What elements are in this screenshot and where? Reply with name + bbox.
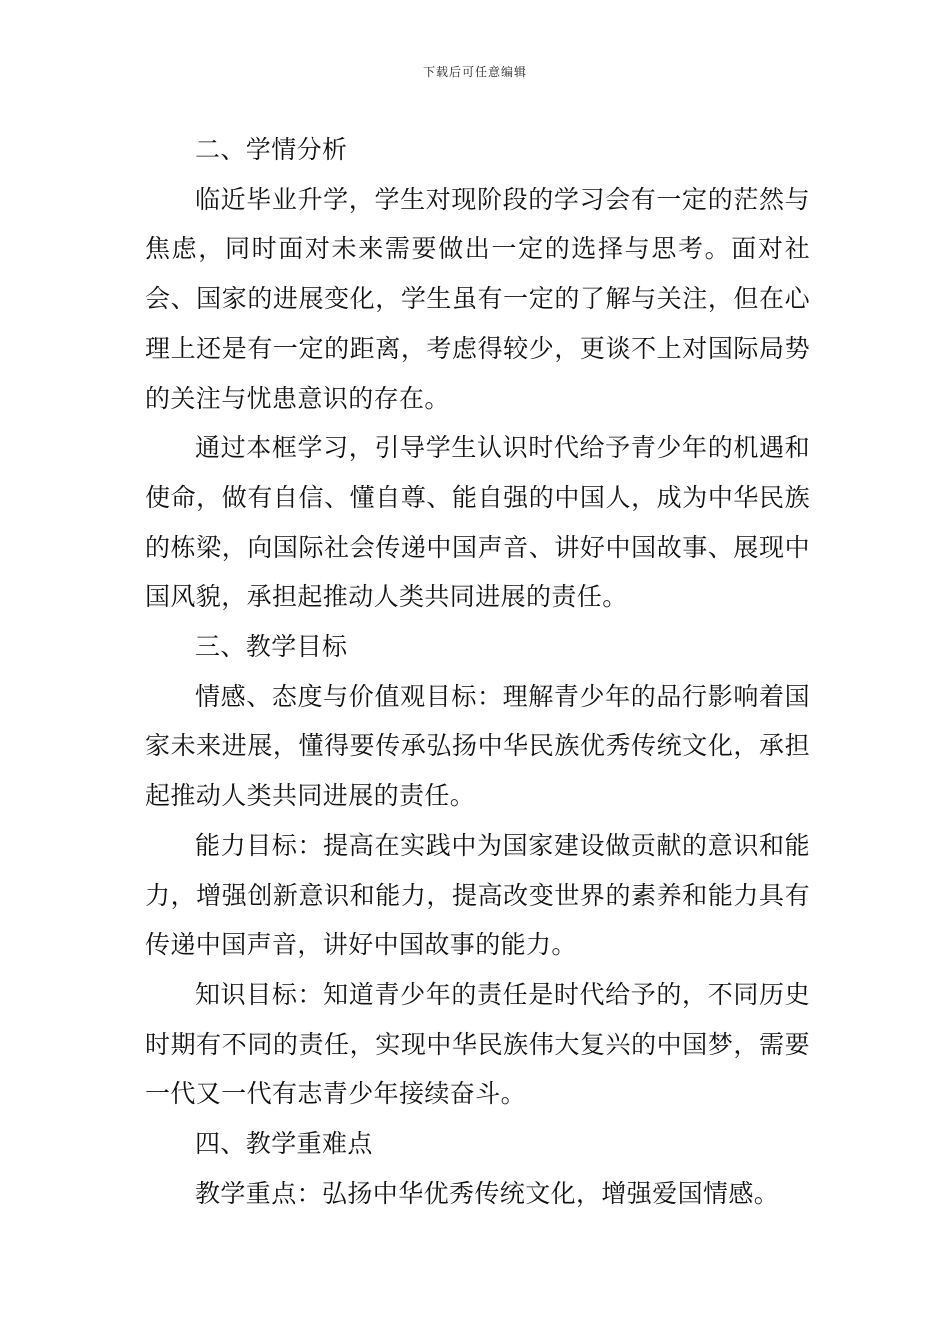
paragraph: 通过本框学习，引导学生认识时代给予青少年的机遇和使命，做有自信、懂自尊、能自强的中国人，成为中华民族的栋梁，向国际社会传递中国声音、讲好中国故事、展现中国风貌，承担起推动人类共同进展的责任。 bbox=[145, 433, 810, 612]
section-heading: 三、教学目标 bbox=[195, 632, 348, 662]
paragraph: 教学重点：弘扬中华优秀传统文化，增强爱国情感。 bbox=[195, 1178, 780, 1208]
paragraph: 临近毕业升学，学生对现阶段的学习会有一定的茫然与焦虑，同时面对未来需要做出一定的选择与思考。面对社会、国家的进展变化，学生虽有一定的了解与关注，但在心理上还是有一定的距离，考虑得较少，更谈不上对国际局势的关注与忧患意识的存在。 bbox=[145, 184, 810, 413]
paragraph: 能力目标：提高在实践中为国家建设做贡献的意识和能力，增强创新意识和能力，提高改变世界的素养和能力具有传递中国声音，讲好中国故事的能力。 bbox=[145, 830, 810, 960]
section-heading: 四、教学重难点 bbox=[195, 1129, 373, 1159]
paragraph: 知识目标：知道青少年的责任是时代给予的，不同历史时期有不同的责任，实现中华民族伟大复兴的中国梦，需要一代又一代有志青少年接续奋斗。 bbox=[145, 979, 810, 1109]
page-header-note: 下载后可任意编辑 bbox=[422, 65, 527, 79]
section-heading: 二、学情分析 bbox=[195, 135, 348, 164]
document-body bbox=[145, 125, 810, 1218]
paragraph: 情感、态度与价值观目标：理解青少年的品行影响着国家未来进展，懂得要传承弘扬中华民族优秀传统文化，承担起推动人类共同进展的责任。 bbox=[145, 681, 810, 811]
